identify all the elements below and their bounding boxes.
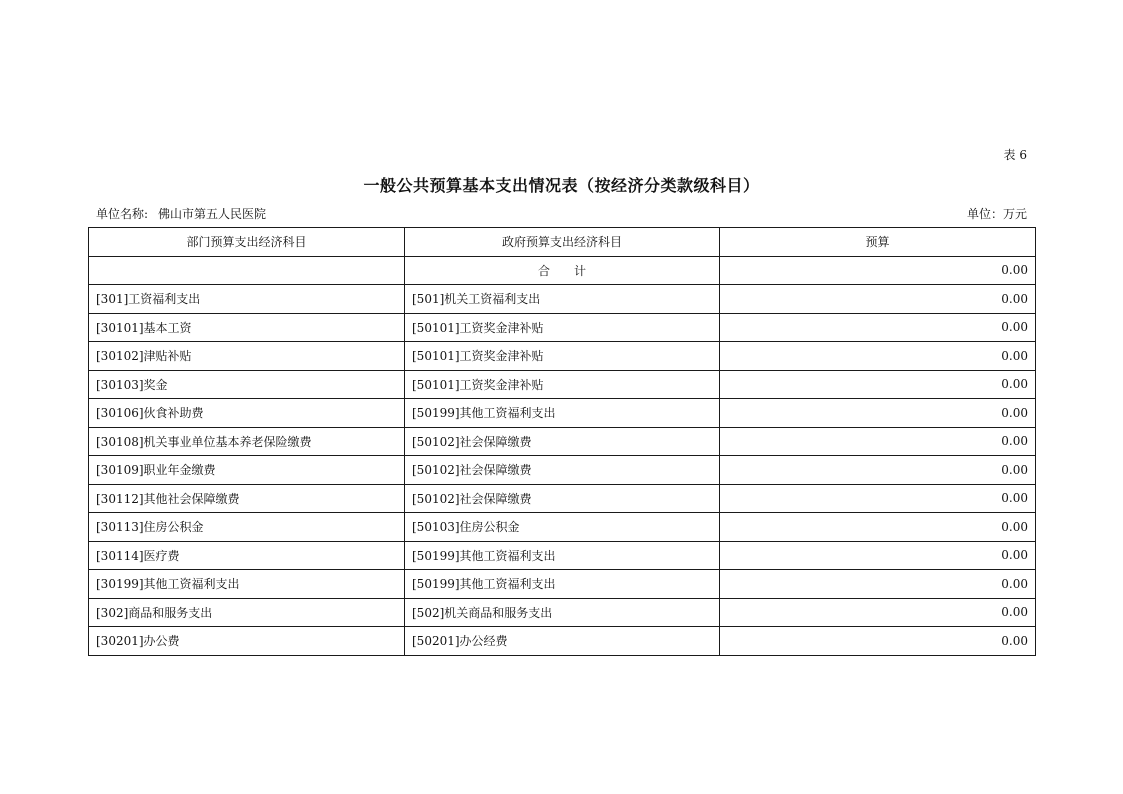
budget-value-cell: 0.00	[720, 484, 1036, 513]
gov-account-cell: [501]机关工资福利支出	[405, 285, 720, 314]
gov-account-cell: [50101]工资奖金津补贴	[405, 370, 720, 399]
dept-account-cell: [30199]其他工资福利支出	[89, 570, 405, 599]
table-header-row	[89, 228, 1036, 257]
budget-value-cell: 0.00	[720, 427, 1036, 456]
dept-account-cell: [30201]办公费	[89, 627, 405, 656]
table-row	[89, 627, 1036, 656]
budget-value-cell: 0.00	[720, 541, 1036, 570]
dept-account-cell: [30101]基本工资	[89, 313, 405, 342]
header-budget: 预算	[720, 228, 1036, 257]
unit-name-line	[96, 205, 266, 222]
dept-account-cell: [30108]机关事业单位基本养老保险缴费	[89, 427, 405, 456]
budget-value-cell: 0.00	[720, 370, 1036, 399]
page-title: 一般公共预算基本支出情况表（按经济分类款级科目）	[363, 176, 760, 195]
table-row	[89, 598, 1036, 627]
gov-account-cell: [50103]住房公积金	[405, 513, 720, 542]
budget-value-cell: 0.00	[720, 570, 1036, 599]
total-value: 0.00	[720, 256, 1036, 285]
gov-account-cell: [50199]其他工资福利支出	[405, 541, 720, 570]
gov-account-cell: [50199]其他工资福利支出	[405, 570, 720, 599]
gov-account-cell: [50199]其他工资福利支出	[405, 399, 720, 428]
table-row	[89, 285, 1036, 314]
budget-value-cell: 0.00	[720, 399, 1036, 428]
table-number: 表 6	[1003, 148, 1027, 162]
budget-value-cell: 0.00	[720, 513, 1036, 542]
dept-account-cell: [30109]职业年金缴费	[89, 456, 405, 485]
table-row	[89, 313, 1036, 342]
budget-value-cell: 0.00	[720, 598, 1036, 627]
total-label: 合 计	[405, 256, 720, 285]
gov-account-cell: [50101]工资奖金津补贴	[405, 313, 720, 342]
dept-account-cell: [30114]医疗费	[89, 541, 405, 570]
dept-account-cell: [30113]住房公积金	[89, 513, 405, 542]
table-body	[89, 256, 1036, 655]
dept-account-cell: [30103]奖金	[89, 370, 405, 399]
dept-account-cell: [301]工资福利支出	[89, 285, 405, 314]
budget-table	[88, 227, 1036, 656]
header-gov-account: 政府预算支出经济科目	[405, 228, 720, 257]
dept-account-cell: [302]商品和服务支出	[89, 598, 405, 627]
gov-account-cell: [50102]社会保障缴费	[405, 484, 720, 513]
budget-value-cell: 0.00	[720, 627, 1036, 656]
gov-account-cell: [50201]办公经费	[405, 627, 720, 656]
table-row	[89, 570, 1036, 599]
table-row	[89, 456, 1036, 485]
table-row	[89, 484, 1036, 513]
table-row	[89, 342, 1036, 371]
dept-account-cell: [30106]伙食补助费	[89, 399, 405, 428]
unit-name-label: 单位名称:	[96, 207, 149, 221]
table-row	[89, 513, 1036, 542]
gov-account-cell: [50101]工资奖金津补贴	[405, 342, 720, 371]
table-row	[89, 370, 1036, 399]
dept-account-cell: [30112]其他社会保障缴费	[89, 484, 405, 513]
budget-value-cell: 0.00	[720, 285, 1036, 314]
dept-account-cell: [30102]津贴补贴	[89, 342, 405, 371]
table-row	[89, 427, 1036, 456]
total-empty-cell	[89, 256, 405, 285]
gov-account-cell: [50102]社会保障缴费	[405, 456, 720, 485]
budget-value-cell: 0.00	[720, 456, 1036, 485]
budget-value-cell: 0.00	[720, 313, 1036, 342]
unit-name-value: 佛山市第五人民医院	[158, 207, 267, 221]
header-dept-account: 部门预算支出经济科目	[89, 228, 405, 257]
table-row	[89, 399, 1036, 428]
unit-of-measure: 单位：万元	[966, 207, 1027, 221]
gov-account-cell: [502]机关商品和服务支出	[405, 598, 720, 627]
gov-account-cell: [50102]社会保障缴费	[405, 427, 720, 456]
total-row	[89, 256, 1036, 285]
budget-value-cell: 0.00	[720, 342, 1036, 371]
table-row	[89, 541, 1036, 570]
